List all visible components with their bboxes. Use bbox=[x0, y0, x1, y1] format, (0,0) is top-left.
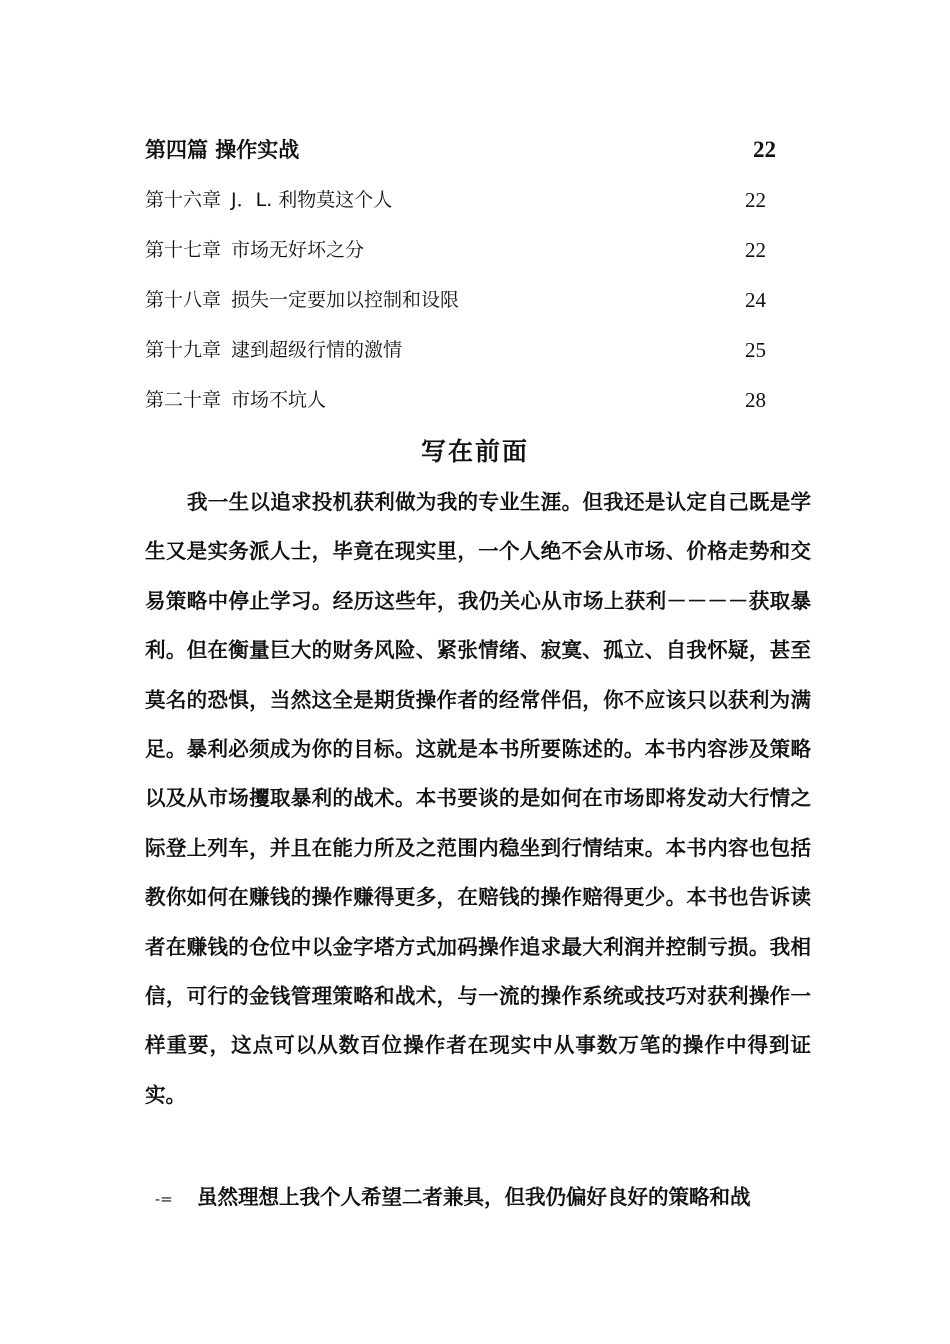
toc-chapter-title: 市场不坑人 bbox=[231, 389, 327, 411]
toc-part-heading bbox=[145, 133, 785, 167]
toc-chapter-entry bbox=[145, 283, 785, 333]
toc-chapter-entry bbox=[145, 333, 785, 383]
toc-chapter-page-number: 28 bbox=[745, 388, 766, 412]
toc-chapter-title: 市场无好坏之分 bbox=[231, 239, 365, 261]
toc-chapter-title: 损失一定要加以控制和设限 bbox=[231, 289, 460, 311]
toc-chapter-page-number: 22 bbox=[745, 188, 766, 212]
toc-chapter-number: 第十九章 bbox=[145, 339, 222, 361]
toc-chapter-entry bbox=[145, 183, 785, 233]
toc-chapter-page-number: 22 bbox=[745, 238, 766, 262]
toc-chapter-page-number: 25 bbox=[745, 338, 766, 362]
toc-chapter-number: 第二十章 bbox=[145, 389, 222, 411]
preface-paragraph-text: 虽然理想上我个人希望二者兼具，但我仍偏好良好的策略和战 bbox=[197, 1185, 751, 1209]
toc-chapter-title: 逮到超级行情的激情 bbox=[231, 339, 403, 361]
section-title: 写在前面 bbox=[420, 437, 529, 466]
toc-chapter-number: 第十八章 bbox=[145, 289, 222, 311]
toc-chapter-title: J．L. 利物莫这个人 bbox=[231, 189, 393, 211]
toc-chapter-entry bbox=[145, 383, 785, 433]
toc-chapter-page-number: 24 bbox=[745, 288, 766, 312]
toc-chapter-number: 第十七章 bbox=[145, 239, 222, 261]
toc-chapter-number: 第十六章 bbox=[145, 189, 222, 211]
toc-part-label: 第四篇 操作实战 bbox=[145, 138, 300, 162]
paragraph-marker: -= bbox=[155, 1190, 173, 1208]
toc-chapter-entry bbox=[145, 233, 785, 283]
preface-paragraph: 我一生以追求投机获利做为我的专业生涯。但我还是认定自己既是学生又是实务派人士，毕竟在现实里，一个人绝不会从市场、价格走势和交易策略中停止学习。经历这些年，我仍关心从市场上获利－－－－获取暴利。但在衡量巨大的财务风险、紧张情绪、寂寞、孤立、自我怀疑，甚至莫名的恐惧，当然这全是期货操作者的经常伴侣，你不应该只以获利为满足。暴利必须成为你的目标。这就是本书所要陈述的。本书内容涉及策略以及从市场攫取暴利的战术。本书要谈的是如何在市场即将发动大行情之际登上列车，并且在能力所及之范围内稳坐到行情结束。本书内容也包括教你如何在赚钱的操作赚得更多，在赔钱的操作赔得更少。本书也告诉读者在赚钱的仓位中以金字塔方式加码操作追求最大利润并控制亏损。我相信，可行的金钱管理策略和战术，与一流的操作系统或技巧对获利操作一样重要，这点可以从数百位操作者在现实中从事数万笔的操作中得到证实。 bbox=[145, 490, 811, 1107]
toc-part-page-number: 22 bbox=[753, 137, 776, 162]
preface-paragraph-continued bbox=[155, 1173, 815, 1224]
toc-chapter-list bbox=[145, 183, 785, 433]
